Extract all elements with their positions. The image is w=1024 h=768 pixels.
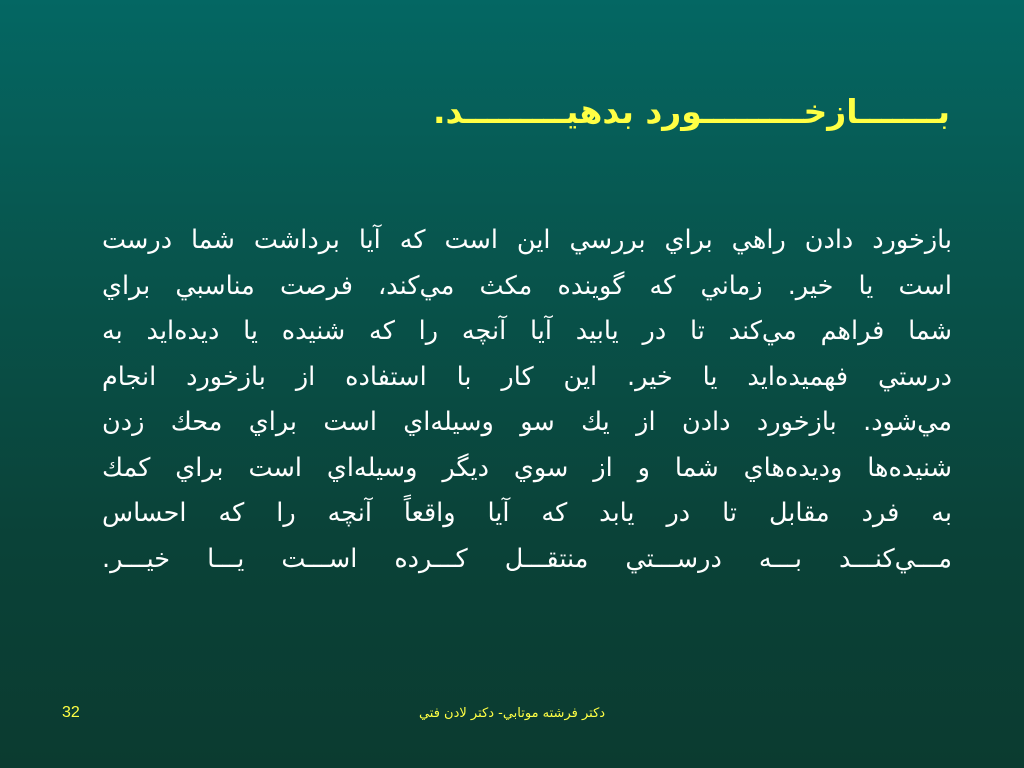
- body-line: مي‌شود. بازخورد دادن از يك سو وسيله‌اي است براي محك زدن: [102, 407, 952, 437]
- slide-title: بـــــــازخـــــــــورد بدهيـــــــــد.: [432, 92, 950, 131]
- page-number: 32: [62, 704, 80, 721]
- body-line: مـــي‌كنـــد بـــه درســـتي منتقـــل كـــرده اســـت يـــا خيـــر.: [102, 543, 952, 574]
- body-line: شما فراهم مي‌كند تا در يابيد آيا آنچه را كه شنيده يا ديده‌ايد به: [102, 316, 952, 346]
- body-line: است يا خير. زماني كه گوينده مكث مي‌كند، فرصت مناسبي براي: [102, 270, 952, 301]
- body-line: درستي فهميده‌ايد يا خير. اين كار با استفاده از بازخورد انجام: [102, 361, 952, 392]
- body-line: به فرد مقابل تا در يابد كه آيا واقعاً آنچه را كه احساس: [102, 498, 952, 528]
- body-line: شنيده‌ها وديده‌هاي شما و از سوي ديگر وسيله‌اي است براي كمك: [102, 452, 952, 483]
- footer-author: دكتر فرشته موتابي- دكتر لادن فتي: [418, 706, 606, 721]
- slide-body: [102, 218, 952, 582]
- body-line: بازخورد دادن راهي براي بررسي اين است كه آيا برداشت شما درست: [102, 225, 952, 255]
